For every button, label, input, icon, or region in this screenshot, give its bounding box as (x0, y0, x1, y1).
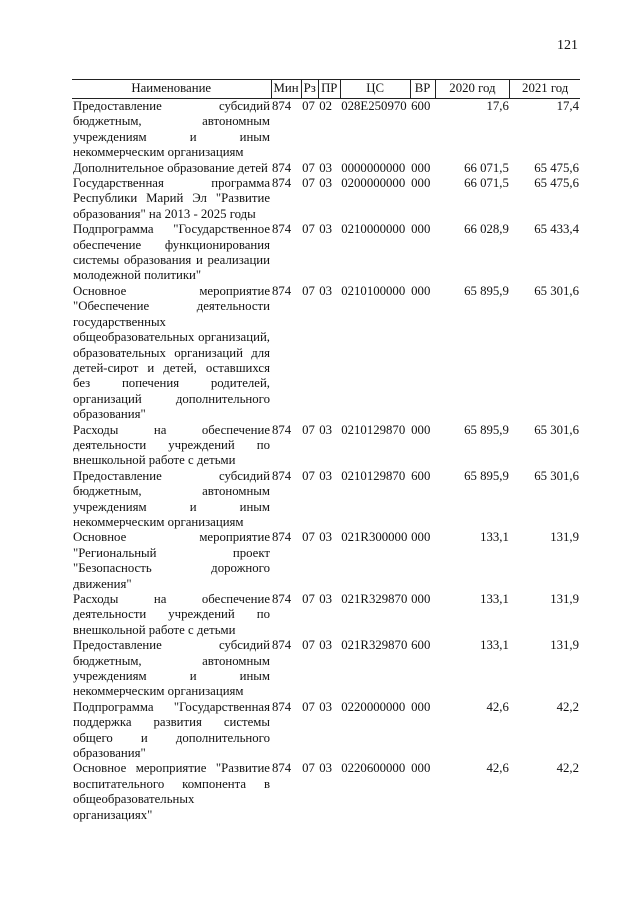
table-row (72, 176, 580, 222)
row-2020: 133,1 (480, 530, 509, 545)
row-vr: 600 (411, 99, 431, 113)
row-name: Подпрограмма "Государственное обеспечение функционирования системы образования и реализации молодежной политики" (73, 222, 270, 283)
row-2021: 131,9 (550, 638, 579, 653)
row-min: 874 (272, 176, 292, 191)
row-min: 874 (272, 99, 292, 113)
row-pr: 03 (319, 592, 333, 606)
header-min: Мин (271, 80, 301, 99)
row-min: 874 (272, 222, 292, 237)
row-2020: 42,6 (486, 699, 509, 714)
row-pr: 03 (319, 283, 333, 298)
table-row (72, 284, 580, 423)
table-row (72, 592, 580, 638)
header-2021: 2021 год (510, 80, 580, 99)
table-row (72, 99, 580, 161)
row-cs: 0210000000 (341, 222, 406, 237)
row-vr: 000 (411, 592, 431, 606)
row-rz: 07 (302, 99, 315, 113)
table-row (72, 161, 580, 176)
row-2021: 131,9 (550, 592, 579, 606)
row-pr: 03 (319, 222, 333, 237)
table-row (72, 423, 580, 469)
row-2021: 42,2 (556, 699, 579, 714)
row-rz: 07 (302, 699, 315, 714)
row-cs: 0220600000 (341, 761, 406, 776)
row-rz: 07 (302, 160, 315, 175)
row-vr: 000 (411, 160, 431, 175)
row-2020: 66 028,9 (464, 222, 509, 237)
row-name: Основное мероприятие "Обеспечение деятельности государственных общеобразовательных организаций, образовательных организаций для детей-сирот и детей, оставшихся без попечения родителей, организаций дополнительного образования" (73, 283, 270, 422)
row-rz: 07 (302, 283, 315, 298)
row-vr: 000 (411, 176, 431, 191)
row-cs: 0000000000 (341, 160, 406, 175)
row-2021: 65 475,6 (534, 176, 579, 191)
row-name: Основное мероприятие "Развитие воспитательного компонента в общеобразовательных организациях" (73, 761, 270, 822)
row-cs: 021R329870 (341, 592, 408, 606)
row-cs: 021R300000 (341, 530, 408, 545)
header-rz: Рз (301, 80, 318, 99)
row-pr: 03 (319, 176, 333, 191)
row-2020: 133,1 (480, 592, 509, 606)
table-row (72, 761, 580, 823)
row-pr: 03 (319, 761, 333, 776)
row-vr: 600 (411, 468, 431, 483)
row-2021: 65 433,4 (534, 222, 579, 237)
row-rz: 07 (302, 468, 315, 483)
row-vr: 000 (411, 422, 431, 437)
header-cs: ЦС (340, 80, 410, 99)
row-cs: 0210129870 (341, 468, 406, 483)
table-row (72, 530, 580, 592)
row-2021: 65 301,6 (534, 468, 579, 483)
table-row (72, 700, 580, 762)
row-2021: 42,2 (556, 761, 579, 776)
header-pr: ПР (318, 80, 340, 99)
row-rz: 07 (302, 592, 315, 606)
row-min: 874 (272, 160, 292, 175)
row-cs: 0220000000 (341, 699, 406, 714)
row-name: Предоставление субсидий бюджетным, автономным учреждениям и иным некоммерческим организациям (73, 468, 270, 529)
row-name: Расходы на обеспечение деятельности учреждений по внешкольной работе с детьми (73, 592, 270, 637)
header-name: Наименование (72, 80, 271, 99)
row-rz: 07 (302, 222, 315, 237)
table-row (72, 469, 580, 531)
row-pr: 03 (319, 468, 333, 483)
row-name: Расходы на обеспечение деятельности учреждений по внешкольной работе с детьми (73, 422, 270, 468)
row-vr: 000 (411, 530, 431, 545)
row-min: 874 (272, 468, 292, 483)
row-pr: 03 (319, 422, 333, 437)
page-number: 121 (557, 38, 578, 53)
row-min: 874 (272, 422, 292, 437)
budget-table (72, 79, 580, 823)
row-vr: 000 (411, 699, 431, 714)
row-2021: 65 301,6 (534, 422, 579, 437)
row-2020: 66 071,5 (464, 176, 509, 191)
row-vr: 000 (411, 222, 431, 237)
row-min: 874 (272, 761, 292, 776)
row-rz: 07 (302, 176, 315, 191)
row-2020: 65 895,9 (464, 468, 509, 483)
row-2020: 17,6 (486, 99, 509, 113)
row-name: Подпрограмма "Государственная поддержка развития системы общего и дополнительного образования" (73, 699, 270, 761)
table-header-row (72, 80, 580, 99)
row-cs: 021R329870 (341, 638, 408, 653)
row-min: 874 (272, 283, 292, 298)
row-vr: 000 (411, 283, 431, 298)
row-rz: 07 (302, 638, 315, 653)
row-2020: 133,1 (480, 638, 509, 653)
row-min: 874 (272, 699, 292, 714)
row-cs: 028E250970 (341, 99, 407, 113)
row-2021: 17,4 (556, 99, 579, 113)
row-pr: 03 (319, 638, 333, 653)
row-name: Государственная программа Республики Марий Эл "Развитие образования" на 2013 - 2025 годы (73, 176, 270, 221)
row-pr: 03 (319, 699, 333, 714)
row-vr: 600 (411, 638, 431, 653)
row-2021: 131,9 (550, 530, 579, 545)
row-min: 874 (272, 592, 292, 606)
row-pr: 03 (319, 160, 333, 175)
row-2020: 65 895,9 (464, 283, 509, 298)
row-name: Предоставление субсидий бюджетным, автономным учреждениям и иным некоммерческим организациям (73, 638, 270, 699)
table-row (72, 222, 580, 284)
row-cs: 0210100000 (341, 283, 406, 298)
row-name: Предоставление субсидий бюджетным, автономным учреждениям и иным некоммерческим организациям (73, 99, 270, 160)
row-min: 874 (272, 638, 292, 653)
row-vr: 000 (411, 761, 431, 776)
row-pr: 02 (319, 99, 333, 113)
row-name: Основное мероприятие "Региональный проект "Безопасность дорожного движения" (73, 530, 270, 591)
row-cs: 0200000000 (341, 176, 406, 191)
row-2021: 65 301,6 (534, 283, 579, 298)
row-2020: 66 071,5 (464, 160, 509, 175)
header-vr: ВР (410, 80, 435, 99)
table-row (72, 638, 580, 700)
row-2020: 65 895,9 (464, 422, 509, 437)
row-2021: 65 475,6 (534, 160, 579, 175)
row-pr: 03 (319, 530, 333, 545)
row-rz: 07 (302, 530, 315, 545)
row-rz: 07 (302, 761, 315, 776)
row-cs: 0210129870 (341, 422, 406, 437)
row-min: 874 (272, 530, 292, 545)
row-rz: 07 (302, 422, 315, 437)
header-2020: 2020 год (435, 80, 510, 99)
row-name: Дополнительное образование детей (73, 160, 268, 175)
row-2020: 42,6 (486, 761, 509, 776)
